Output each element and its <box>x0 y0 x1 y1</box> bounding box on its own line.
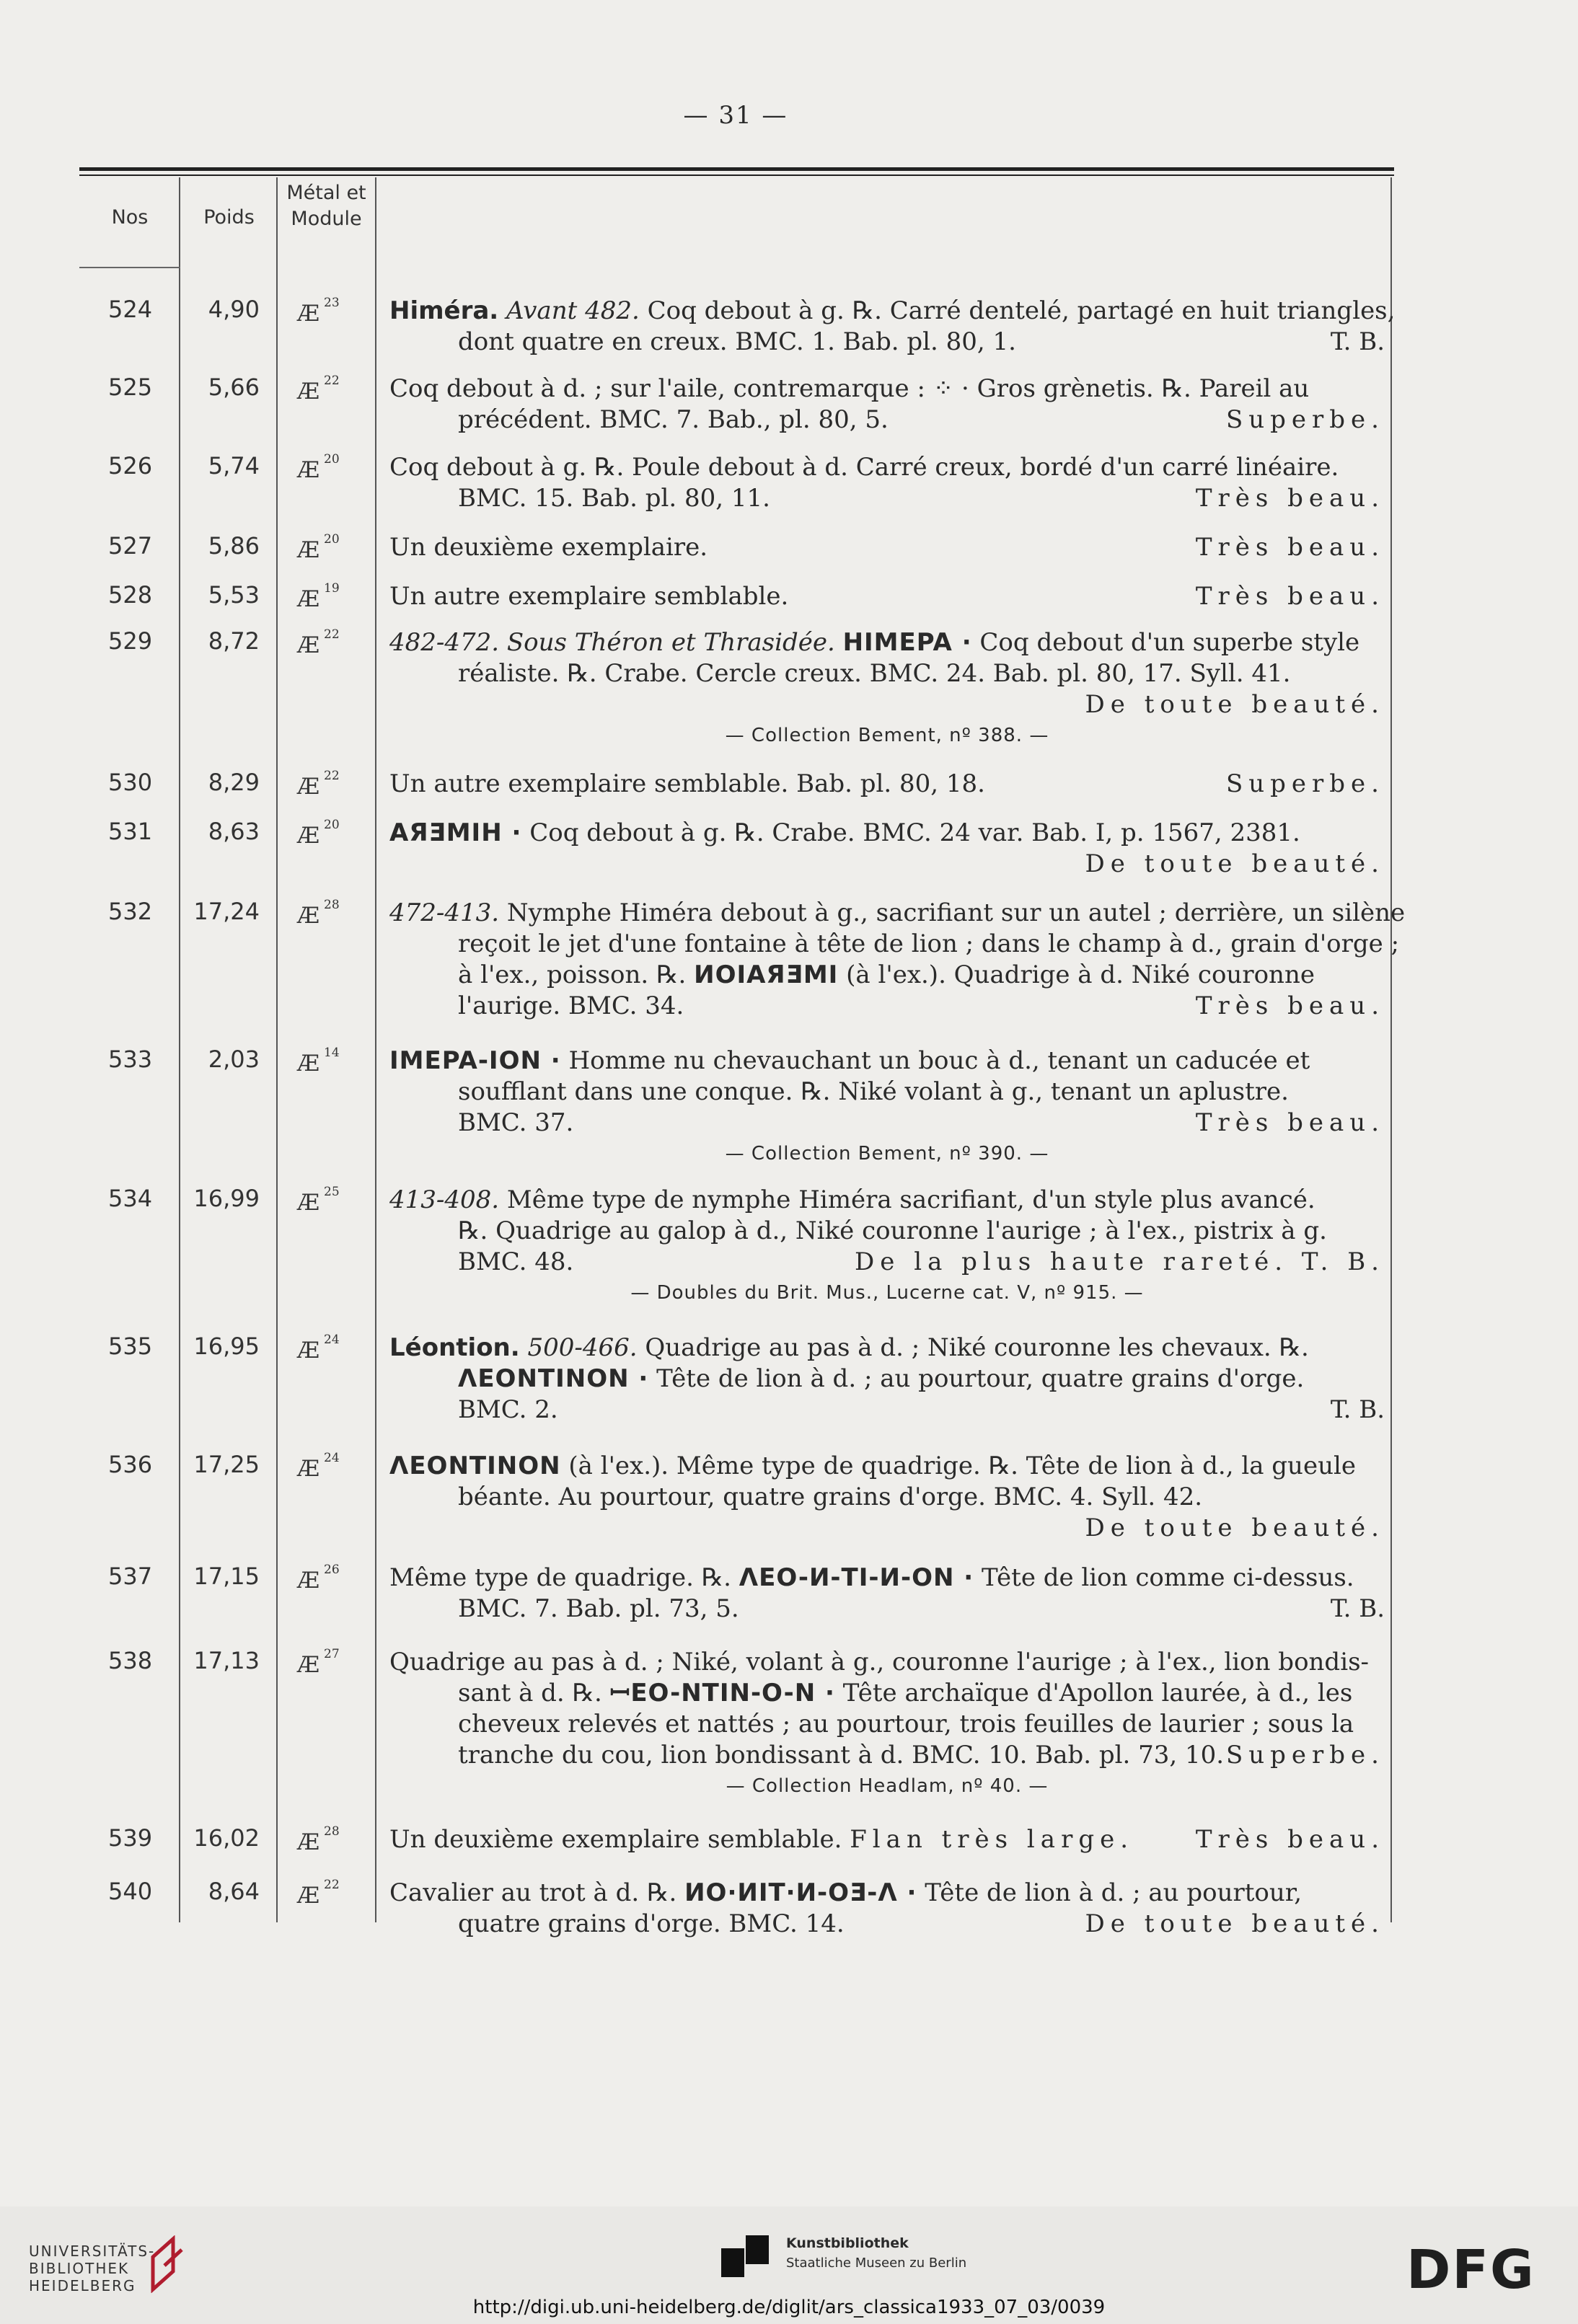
description-line <box>389 1709 1385 1740</box>
entry-number: 531 <box>108 818 153 845</box>
entry-weight: 4,90 <box>208 296 260 323</box>
text-segment: Nymphe Himéra debout à g., sacrifiant sur un autel ; derrière, un silène <box>499 898 1406 927</box>
grade-text: Très beau. <box>1195 533 1385 562</box>
text-segment: précédent. BMC. 7. Bab., pl. 80, 5. <box>458 405 889 434</box>
text-segment: Un autre exemplaire semblable. <box>389 582 789 611</box>
text-segment: l'aurige. BMC. 34. <box>458 991 684 1020</box>
text-segment: Quadrige au pas à d. ; Niké couronne les chevaux. ℞. <box>637 1333 1309 1362</box>
entry-module: 20 <box>324 818 340 832</box>
entry-metal-module <box>297 1878 340 1909</box>
description-line <box>389 374 1385 405</box>
source-url[interactable]: http://digi.ub.uni-heidelberg.de/diglit/ars_classica1933_07_03/0039 <box>472 2297 1106 2318</box>
description-line <box>389 1563 1385 1594</box>
description-line <box>389 1513 1385 1544</box>
entry-weight: 8,64 <box>208 1878 260 1905</box>
entry-weight: 16,95 <box>193 1333 260 1360</box>
entry-number: 532 <box>108 898 153 925</box>
line-text <box>458 1077 1289 1106</box>
entry-number: 528 <box>108 581 153 609</box>
text-segment: Himéra. <box>389 296 499 325</box>
text-segment: Coq debout d'un superbe style <box>971 628 1360 657</box>
description-line <box>389 658 1385 689</box>
entry-metal-module <box>297 1333 340 1364</box>
entry-number: 536 <box>108 1451 153 1478</box>
text-segment: BMC. 37. <box>458 1108 574 1137</box>
entry-description <box>389 452 1385 514</box>
entry-module: 22 <box>324 1878 340 1892</box>
grade-text: Très beau. <box>1195 991 1385 1020</box>
line-text <box>389 296 1395 325</box>
line-text <box>389 898 1405 927</box>
entry-metal: Æ <box>297 1051 320 1077</box>
entry-description <box>389 1563 1385 1625</box>
entry-description <box>389 898 1406 1022</box>
description-line <box>389 1824 1385 1855</box>
grade-text: Très beau. <box>1195 582 1385 611</box>
text-segment: Tête archaïque d'Apollon laurée, à d., les <box>834 1679 1353 1707</box>
text-segment: réaliste. ℞. Crabe. Cercle creux. BMC. 24. Bab. pl. 80, 17. Syll. 41. <box>458 659 1291 688</box>
text-segment: 413-408. <box>389 1185 500 1214</box>
legend-text: ИO·ИIT·И-OƎ-Λ · <box>684 1878 917 1907</box>
line-text <box>389 1563 1354 1592</box>
line-text <box>458 960 1315 989</box>
entry-metal: Æ <box>297 301 320 327</box>
entry-number: 534 <box>108 1185 153 1212</box>
entry-number: 530 <box>108 769 153 796</box>
entry-module: 14 <box>324 1046 340 1060</box>
description-line <box>389 689 1385 720</box>
column-divider <box>1390 177 1392 1922</box>
header-separator <box>79 267 180 268</box>
entry-number: 539 <box>108 1824 153 1852</box>
provenance-note: — Collection Bement, nº 388. — <box>725 725 1049 746</box>
entry-metal-module <box>297 627 340 658</box>
entry-weight: 17,13 <box>193 1647 260 1674</box>
entry-metal: Æ <box>297 1190 320 1216</box>
entry-metal: Æ <box>297 537 320 563</box>
text-segment: Homme nu chevauchant un bouc à d., tenant un caducée et <box>560 1046 1310 1075</box>
entry-metal-module <box>297 898 340 929</box>
legend-text: ꟷEO-NTIN-O-N · <box>609 1679 835 1707</box>
description-line <box>389 1395 1385 1426</box>
description-line <box>389 1077 1385 1108</box>
entry-module: 20 <box>324 532 340 547</box>
grade-text: Superbe. <box>1225 1741 1385 1769</box>
text-segment <box>520 1333 528 1362</box>
description-line <box>389 849 1385 880</box>
description-line <box>389 1678 1385 1709</box>
text-segment: Cavalier au trot à d. ℞. <box>389 1878 685 1907</box>
description-line <box>389 1647 1385 1678</box>
text-segment: 472-413. <box>389 898 500 927</box>
line-text <box>389 532 708 563</box>
header-metal-module: Métal et Module <box>286 182 366 230</box>
line-text <box>458 405 889 436</box>
entry-metal: Æ <box>297 379 320 405</box>
entry-metal: Æ <box>297 823 320 849</box>
entry-metal: Æ <box>297 1338 320 1364</box>
library-mark-icon <box>144 2235 188 2293</box>
description-line <box>389 991 1385 1022</box>
grade-text: T. B. <box>1330 1395 1385 1424</box>
entry-description <box>389 1451 1385 1544</box>
line-text <box>389 1333 1309 1362</box>
line-text <box>458 929 1399 958</box>
line-text <box>389 769 985 800</box>
entry-metal-module <box>297 532 340 563</box>
description-line <box>389 1108 1385 1139</box>
line-text <box>458 1909 845 1940</box>
grade-text: Très beau. <box>1195 1108 1385 1137</box>
description-line <box>389 1878 1385 1909</box>
entry-number: 533 <box>108 1046 153 1073</box>
kunstbibliothek-logo <box>721 2235 967 2281</box>
entry-metal-module <box>297 769 340 800</box>
entry-weight: 5,66 <box>208 374 260 401</box>
text-segment: BMC. 2. <box>458 1395 558 1424</box>
entry-metal-module <box>297 1563 340 1594</box>
line-text <box>458 483 770 514</box>
line-text <box>389 453 1339 482</box>
entry-weight: 2,03 <box>208 1046 260 1073</box>
description-line <box>389 929 1400 960</box>
description-line <box>389 818 1385 849</box>
text-segment: cheveux relevés et nattés ; au pourtour, trois feuilles de laurier ; sous la <box>458 1710 1354 1738</box>
entry-module: 28 <box>324 1824 340 1839</box>
entry-description <box>389 1046 1385 1170</box>
text-segment: tranche du cou, lion bondissant à d. BMC. 10. Bab. pl. 73, 10. <box>458 1741 1225 1769</box>
entry-weight: 16,99 <box>193 1185 260 1212</box>
grade-text: Très beau. <box>1195 484 1385 513</box>
entry-module: 20 <box>324 452 340 467</box>
provenance-note: — Doubles du Brit. Mus., Lucerne cat. V, nº 915. — <box>630 1282 1144 1304</box>
entry-number: 524 <box>108 296 153 323</box>
line-text <box>458 1364 1304 1393</box>
entry-description <box>389 1878 1385 1940</box>
entry-weight: 5,74 <box>208 452 260 480</box>
description-line <box>389 1046 1385 1077</box>
line-text <box>458 991 684 1022</box>
entry-module: 23 <box>324 296 340 310</box>
description-line <box>389 1594 1385 1625</box>
footer-left-line: HEIDELBERG <box>29 2277 136 2294</box>
line-text <box>389 374 1309 403</box>
entry-metal-module <box>297 581 340 612</box>
text-segment: sant à d. ℞. <box>458 1679 610 1707</box>
line-text <box>458 1108 573 1139</box>
text-segment: Avant 482. <box>506 296 640 325</box>
text-segment: BMC. 15. Bab. pl. 80, 11. <box>458 484 770 513</box>
footer-left-line: BIBLIOTHEK <box>29 2260 130 2277</box>
entry-number: 538 <box>108 1647 153 1674</box>
description-line <box>389 1482 1385 1513</box>
description-line <box>389 452 1385 483</box>
entry-module: 25 <box>324 1185 340 1199</box>
entry-module: 22 <box>324 769 340 783</box>
legend-text: ΛEO-И-TI-И-ON · <box>739 1563 974 1592</box>
line-text <box>389 1878 1302 1907</box>
description-line <box>389 1333 1385 1364</box>
text-segment <box>835 628 843 657</box>
entry-description <box>389 1824 1385 1855</box>
entry-description <box>389 818 1385 880</box>
entry-weight: 5,53 <box>208 581 260 609</box>
entry-module: 24 <box>324 1451 340 1465</box>
entry-description <box>389 581 1385 612</box>
description-line <box>389 296 1396 327</box>
entry-metal-module <box>297 1647 340 1678</box>
entry-module: 22 <box>324 627 340 642</box>
text-segment: Tête de lion comme ci-dessus. <box>974 1563 1354 1592</box>
entry-weight: 16,02 <box>193 1824 260 1852</box>
entry-metal-module <box>297 1185 340 1216</box>
line-text <box>389 628 1359 657</box>
line-text <box>389 1046 1310 1075</box>
entry-module: 28 <box>324 898 340 912</box>
text-segment: quatre grains d'orge. BMC. 14. <box>458 1909 845 1938</box>
provenance-note: — Collection Bement, nº 390. — <box>725 1143 1049 1165</box>
top-rule <box>79 167 1394 171</box>
text-segment: Tête de lion à d. ; au pourtour, <box>917 1878 1302 1907</box>
page-number: — 31 — <box>683 101 788 130</box>
legend-text: ΛEONTINON <box>389 1452 561 1480</box>
entry-description <box>389 1333 1385 1426</box>
entry-weight: 8,72 <box>208 627 260 655</box>
entry-metal: Æ <box>297 1652 320 1678</box>
legend-text: AЯƎMIH · <box>389 818 522 847</box>
entry-metal: Æ <box>297 1456 320 1482</box>
text-segment <box>498 296 506 325</box>
text-segment: Coq debout à g. ℞. Crabe. BMC. 24 var. Bab. I, p. 1567, 2381. <box>521 818 1300 847</box>
text-segment: à l'ex., poisson. ℞. <box>458 960 695 989</box>
entry-number: 526 <box>108 452 153 480</box>
grade-text: T. B. <box>1330 327 1385 356</box>
entry-metal: Æ <box>297 774 320 800</box>
text-segment: (à l'ex.). Quadrige à d. Niké couronne <box>838 960 1315 989</box>
line-text <box>458 1483 1202 1511</box>
text-segment: reçoit le jet d'une fontaine à tête de lion ; dans le champ à d., grain d'orge ; <box>458 929 1400 958</box>
grade-text: Superbe. <box>1225 405 1385 434</box>
text-segment: 500-466. <box>527 1333 638 1362</box>
description-line <box>389 1740 1385 1771</box>
entry-metal: Æ <box>297 1568 320 1594</box>
kunstbibliothek-mark-icon <box>721 2235 772 2279</box>
footer-center-sub: Staatliche Museen zu Berlin <box>786 2255 967 2271</box>
grade-text: T. B. <box>1330 1594 1385 1623</box>
entry-metal-module <box>297 296 340 327</box>
entry-metal-module <box>297 1824 340 1855</box>
legend-text: IMEPA-ION · <box>389 1046 561 1075</box>
text-segment: Coq debout à g. ℞. Carré dentelé, partagé en huit triangles, <box>639 296 1396 325</box>
text-segment: dont quatre en creux. BMC. 1. Bab. pl. 80, 1. <box>458 327 1016 356</box>
entry-weight: 17,15 <box>193 1563 260 1590</box>
entry-metal: Æ <box>297 1883 320 1909</box>
entry-module: 26 <box>324 1563 340 1577</box>
entry-weight: 8,63 <box>208 818 260 845</box>
line-text <box>458 1395 558 1426</box>
footer-bar <box>0 2206 1578 2324</box>
entry-metal-module <box>297 452 340 483</box>
description-line <box>389 1247 1385 1278</box>
legend-text: HIMEPA · <box>842 628 972 657</box>
description-line <box>389 898 1406 929</box>
text-segment: Un deuxième exemplaire. <box>389 533 708 562</box>
entry-description <box>389 296 1396 358</box>
line-text <box>458 1740 1224 1771</box>
text-segment: Quadrige au pas à d. ; Niké, volant à g., couronne l'aurige ; à l'ex., lion bondis- <box>389 1648 1370 1676</box>
entry-weight: 5,86 <box>208 532 260 560</box>
top-rule-thin <box>79 174 1394 176</box>
grade-text: De la plus haute rareté. T. B. <box>855 1247 1385 1276</box>
line-text <box>389 1648 1369 1676</box>
entry-description <box>389 532 1385 563</box>
entry-metal: Æ <box>297 903 320 929</box>
text-segment: Flan très large. <box>850 1825 1134 1854</box>
legend-text: ИOIAЯƎMI <box>694 960 839 989</box>
grade-text: Très beau. <box>1195 1825 1385 1854</box>
grade-text: De toute beauté. <box>1085 1909 1385 1938</box>
line-text <box>458 1679 1352 1707</box>
description-line <box>389 532 1385 563</box>
entry-weight: 17,24 <box>193 898 260 925</box>
entry-module: 22 <box>324 374 340 388</box>
text-segment: Un autre exemplaire semblable. Bab. pl. 80, 18. <box>389 769 985 798</box>
grade-text: De toute beauté. <box>1085 690 1385 719</box>
header-poids: Poids <box>203 206 255 229</box>
entry-weight: 17,25 <box>193 1451 260 1478</box>
entry-weight: 8,29 <box>208 769 260 796</box>
description-line <box>389 960 1385 991</box>
line-text <box>389 1452 1356 1480</box>
entry-description <box>389 374 1385 436</box>
line-text <box>389 581 788 612</box>
text-segment: Coq debout à g. ℞. Poule debout à d. Carré creux, bordé d'un carré linéaire. <box>389 453 1339 482</box>
description-line <box>389 483 1385 514</box>
description-line <box>389 769 1385 800</box>
line-text <box>458 1710 1354 1738</box>
description-line <box>389 1216 1385 1247</box>
description-line <box>389 405 1385 436</box>
line-text <box>389 818 1300 847</box>
entry-description <box>389 1647 1385 1802</box>
entry-number: 527 <box>108 532 153 560</box>
provenance-note: — Collection Headlam, nº 40. — <box>726 1775 1049 1797</box>
entry-metal-module <box>297 374 340 405</box>
entry-module: 19 <box>324 581 340 596</box>
grade-text: De toute beauté. <box>1085 849 1385 878</box>
line-text <box>458 659 1290 688</box>
text-segment: BMC. 7. Bab. pl. 73, 5. <box>458 1594 739 1623</box>
header-nos: Nos <box>111 206 149 229</box>
line-text <box>389 1185 1315 1214</box>
entry-number: 529 <box>108 627 153 655</box>
description-line <box>389 1909 1385 1940</box>
text-segment: béante. Au pourtour, quatre grains d'orge. BMC. 4. Syll. 42. <box>458 1483 1203 1511</box>
entry-description <box>389 769 1385 800</box>
description-line <box>389 1185 1385 1216</box>
column-divider <box>375 177 376 1922</box>
description-line <box>389 327 1385 358</box>
description-line <box>389 1364 1385 1395</box>
entry-description <box>389 627 1385 751</box>
text-segment: Coq debout à d. ; sur l'aile, contremarque : ⁘ · Gros grènetis. ℞. Pareil au <box>389 374 1310 403</box>
entry-metal: Æ <box>297 457 320 483</box>
text-segment: Tête de lion à d. ; au pourtour, quatre grains d'orge. <box>648 1364 1305 1393</box>
text-segment: Un deuxième exemplaire semblable. <box>389 1825 850 1854</box>
legend-text: ΛEONTINON · <box>458 1364 649 1393</box>
line-text <box>458 1247 573 1278</box>
line-text <box>458 327 1016 358</box>
text-segment: ℞. Quadrige au galop à d., Niké couronne l'aurige ; à l'ex., pistrix à g. <box>458 1216 1327 1245</box>
line-text <box>458 1216 1327 1245</box>
entry-number: 537 <box>108 1563 153 1590</box>
column-divider <box>276 177 278 1922</box>
line-text <box>458 1594 739 1625</box>
entry-metal-module <box>297 1046 340 1077</box>
entry-number: 535 <box>108 1333 153 1360</box>
text-segment: 482-472. Sous Théron et Thrasidée. <box>389 628 835 657</box>
footer-center-title: Kunstbibliothek <box>786 2235 909 2251</box>
description-line <box>389 581 1385 612</box>
footer-left-line: UNIVERSITÄTS- <box>29 2243 156 2260</box>
text-segment: Même type de nymphe Himéra sacrifiant, d'un style plus avancé. <box>499 1185 1315 1214</box>
line-text <box>389 1824 1134 1855</box>
entry-metal: Æ <box>297 586 320 612</box>
text-segment: BMC. 48. <box>458 1247 574 1276</box>
entry-number: 525 <box>108 374 153 401</box>
text-segment: soufflant dans une conque. ℞. Niké volant à g., tenant un aplustre. <box>458 1077 1289 1106</box>
heidelberg-library-logo <box>29 2243 155 2294</box>
entry-module: 24 <box>324 1333 340 1347</box>
grade-text: De toute beauté. <box>1085 1514 1385 1542</box>
description-line <box>389 627 1385 658</box>
text-segment: Léontion. <box>389 1333 520 1362</box>
entry-module: 27 <box>324 1647 340 1661</box>
entry-metal: Æ <box>297 1829 320 1855</box>
entry-number: 540 <box>108 1878 153 1905</box>
entry-metal-module <box>297 818 340 849</box>
description-line <box>389 1451 1385 1482</box>
entry-metal: Æ <box>297 632 320 658</box>
text-segment: Même type de quadrige. ℞. <box>389 1563 739 1592</box>
dfg-logo: DFG <box>1406 2239 1535 2301</box>
grade-text: Superbe. <box>1225 769 1385 798</box>
entry-description <box>389 1185 1385 1309</box>
text-segment: (à l'ex.). Même type de quadrige. ℞. Tête de lion à d., la gueule <box>560 1452 1356 1480</box>
entry-metal-module <box>297 1451 340 1482</box>
